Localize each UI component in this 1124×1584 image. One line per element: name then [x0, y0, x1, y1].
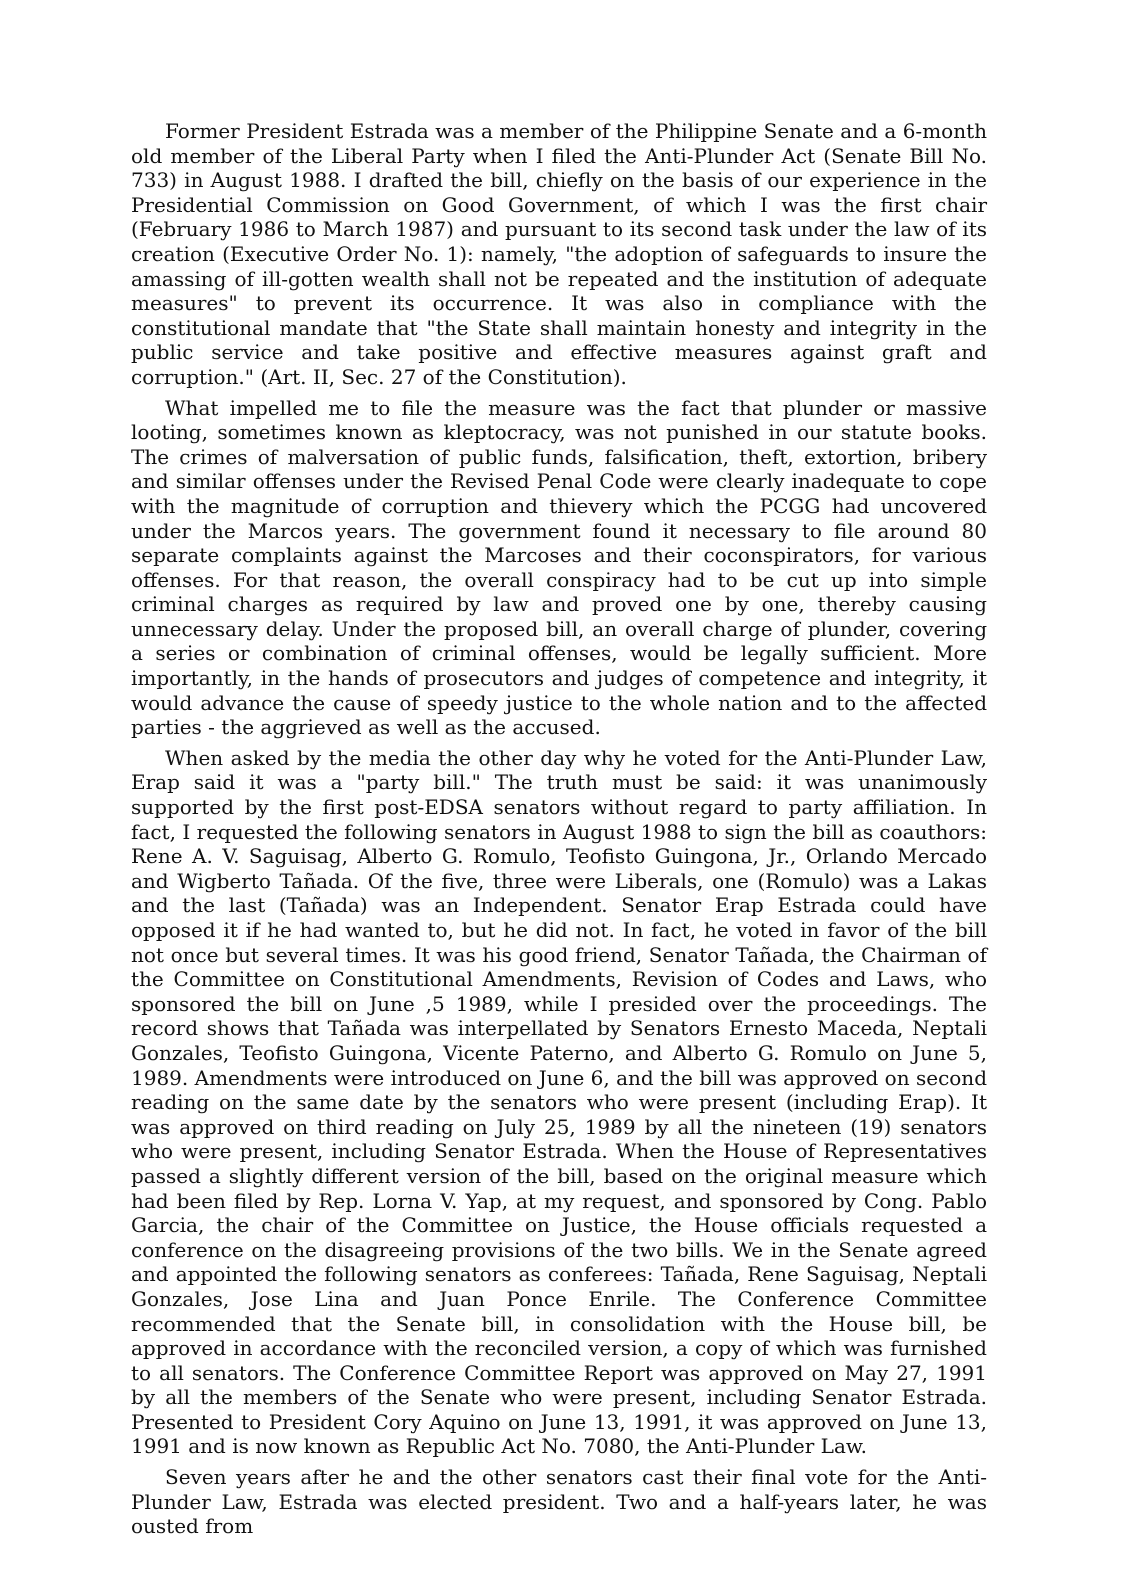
paragraph-legislative-history: When asked by the media the other day why he voted for the Anti-Plunder Law, Erap said it was a "party bill." The truth must be said: it was unanimously supported by the first post-EDSA senators without regard to party affiliation. In fact, I requested the following senators in August 1988 to sign the bill as coauthors: Rene A. V. Saguisag, Alberto G. Romulo, Teofisto Guingona, Jr., Orlando Mercado and Wigberto Tañada. Of the five, three were Liberals, one (Romulo) was a Lakas and the last (Tañada) was an Independent. Senator Erap Estrada could have opposed it if he had wanted to, but he did not. In fact, he voted in favor of the bill not once but several times. It was his good friend, Senator Tañada, the Chairman of the Committee on Constitutional Amendments, Revision of Codes and Laws, who sponsored the bill on June ,5 1989, while I presided over the proceedings. The record shows that Tañada was interpellated by Senators Ernesto Maceda, Neptali Gonzales, Teofisto Guingona, Vicente Paterno, and Alberto G. Romulo on June 5, 1989. Amendments were introduced on June 6, and the bill was approved on second reading on the same date by the senators who were present (including Erap). It was approved on third reading on July 25, 1989 by all the nineteen (19) senators who were present, including Senator Estrada. When the House of Representatives passed a slightly different version of the bill, based on the original measure which had been filed by Rep. Lorna V. Yap, at my request, and sponsored by Cong. Pablo Garcia, the chair of the Committee on Justice, the House officials requested a conference on the disagreeing provisions of the two bills. We in the Senate agreed and appointed the following senators as conferees: Tañada, Rene Saguisag, Neptali Gonzales, Jose Lina and Juan Ponce Enrile. The Conference Committee recommended that the Senate bill, in consolidation with the House bill, be approved in accordance with the reconciled version, a copy of which was furnished to all senators. The Conference Committee Report was approved on May 27, 1991 by all the members of the Senate who were present, including Senator Estrada. Presented to President Cory Aquino on June 13, 1991, it was approved on June 13, 1991 and is now known as Republic Act No. 7080, the Anti-Plunder Law. [131, 745, 987, 1459]
paragraph-reason-for-measure: What impelled me to file the measure was the fact that plunder or massive looting, sometimes known as kleptocracy, was not punished in our statute books. The crimes of malversation of public funds, falsification, theft, extortion, bribery and similar offenses under the Revised Penal Code were clearly inadequate to cope with the magnitude of corruption and thievery which the PCGG had uncovered under the Marcos years. The government found it necessary to file around 80 separate complaints against the Marcoses and their coconspirators, for various offenses. For that reason, the overall conspiracy had to be cut up into simple criminal charges as required by law and proved one by one, thereby causing unnecessary delay. Under the proposed bill, an overall charge of plunder, covering a series or combination of criminal offenses, would be legally sufficient. More importantly, in the hands of prosecutors and judges of competence and integrity, it would advance the cause of speedy justice to the whole nation and to the affected parties - the aggrieved as well as the accused. [131, 395, 987, 740]
paragraph-plunder-act-filing: Former President Estrada was a member of the Philippine Senate and a 6-month old member of the Liberal Party when I filed the Anti-Plunder Act (Senate Bill No. 733) in August 1988. I drafted the bill, chiefly on the basis of our experience in the Presidential Commission on Good Government, of which I was the first chair (February 1986 to March 1987) and pursuant to its second task under the law of its creation (Executive Order No. 1): namely, "the adoption of safeguards to insure the amassing of ill-gotten wealth shall not be repeated and the institution of adequate measures" to prevent its occurrence. It was also in compliance with the constitutional mandate that "the State shall maintain honesty and integrity in the public service and take positive and effective measures against graft and corruption." (Art. II, Sec. 27 of the Constitution). [131, 119, 987, 389]
document-page [131, 119, 987, 1545]
paragraph-estrada-ousted: Seven years after he and the other senators cast their final vote for the Anti-Plunder Law, Estrada was elected president. Two and a half-years later, he was ousted from [131, 1465, 987, 1539]
